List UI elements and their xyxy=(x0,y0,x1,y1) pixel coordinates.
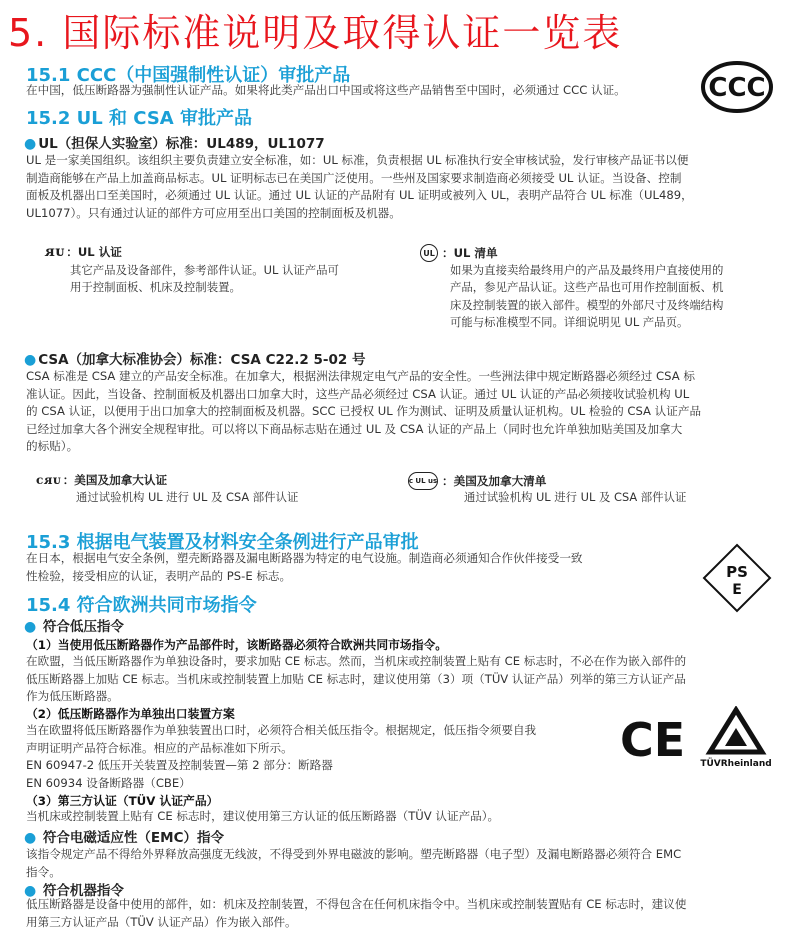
lv-sub3-heading: （3）第三方认证（TÜV 认证产品） xyxy=(26,794,219,808)
us-ca-cert-label: cᴙᴜ ：美国及加拿大认证 xyxy=(36,473,168,487)
ul-standard-heading: ● UL（担保人实验室）标准：UL489，UL1077 xyxy=(24,136,325,152)
tuv-rheinland-logo-icon xyxy=(700,706,772,770)
machinery-text: 低压断路器是设备中使用的部件，如：机床及控制装置，不得包含在任何机床指令中。当机床或控制装置贴有 CE 标志时，建议使 用第三方认证产品（TÜV 认证产品）作为嵌入部件。 xyxy=(26,897,687,929)
section-15-1-text: 在中国，低压断路器为强制性认证产品。如果将此类产品出口中国或将这些产品销售至中国时，必须通过 CCC 认证。 xyxy=(26,83,626,97)
emc-directive-heading: ● 符合电磁适应性（EMC）指令 xyxy=(24,830,224,846)
ul-description: UL 是一家美国组织。该组织主要负责建立安全标准，如：UL 标准，负责根据 UL 标准执行安全审核试验，发行审核产品证书以便 制造商能够在产品上加盖商品标志。UL 证明标志已在美国广泛使用。一些州及国家要求制造商必须接受 UL 认证。当设备、控制 面板及机器出口至美国时，必须通过 UL 认证。通过 UL 认证的产品附有 UL 证明或被列入 UL，表明产品符合 UL 标准（UL489， UL1077）。只有通过认证的部件方可应用至出口美国的控制面板及机器。 xyxy=(26,153,693,220)
us-ca-list-text: 通过试验机构 UL 进行 UL 及 CSA 部件认证 xyxy=(464,490,687,504)
lv-directive-heading: ● 符合低压指令 xyxy=(24,619,124,635)
section-15-3-text: 在日本，根据电气安全条例，塑壳断路器及漏电断路器为特定的电气设施。制造商必须通知合作伙伴接受一致 性检验，接受相应的认证，表明产品的 PS-E 标志。 xyxy=(26,551,583,583)
ul-list-label: UL ：UL 清单 xyxy=(420,244,498,262)
svg-text:TÜVRheinland: TÜVRheinland xyxy=(700,759,772,769)
lv-sub1-text: 在欧盟，当低压断路器作为单独设备时，要求加贴 CE 标志。然而，当机床或控制装置上贴有 CE 标志时，不必在作为嵌入部件的 低压断路器上加贴 CE 标志。当机床或控制装置上加贴 CE 标志时，建议使用第（3）项（TÜV 认证产品）列举的第三方认证产品 作为低压断路器。 xyxy=(26,654,687,704)
page-title: 5. 国际标准说明及取得认证一览表 xyxy=(8,11,623,55)
svg-text:CCC: CCC xyxy=(708,73,766,103)
ul-cert-text: 其它产品及设备部件，参考部件认证。UL 认证产品可 用于控制面板、机床及控制装置。 xyxy=(70,263,339,295)
section-15-1-heading: 15.1 CCC（中国强制性认证）审批产品 xyxy=(26,65,351,86)
ul-list-text: 如果为直接卖给最终用户的产品及最终用户直接使用的 产品，参见产品认证。这些产品也可用作控制面板、机 床及控制装置的嵌入部件。模型的外部尺寸及终端结构 可能与标准模型不同。详细说明见 UL 产品页。 xyxy=(450,263,724,330)
bullet-icon: ● xyxy=(24,352,37,368)
pse-mark-icon xyxy=(702,543,772,613)
svg-text:PS: PS xyxy=(726,563,748,581)
c-ru-us-mark-icon: cᴙᴜ xyxy=(36,473,61,487)
machinery-directive-heading: ● 符合机器指令 xyxy=(24,883,124,899)
bullet-icon: ● xyxy=(24,136,37,152)
section-15-2-heading: 15.2 UL 和 CSA 审批产品 xyxy=(26,108,253,129)
ce-mark-icon xyxy=(620,714,690,762)
section-15-3-heading: 15.3 根据电气装置及材料安全条例进行产品审批 xyxy=(26,532,419,553)
us-ca-list-label: c UL us ：美国及加拿大清单 xyxy=(408,474,547,488)
svg-text:E: E xyxy=(732,582,742,598)
lv-sub2-heading: （2）低压断路器作为单独出口装置方案 xyxy=(26,707,235,721)
bullet-icon: ● xyxy=(24,883,37,899)
c-ul-us-listed-mark-icon: c UL us xyxy=(408,472,438,490)
ul-recognized-mark-icon: ᴙᴜ xyxy=(44,244,65,260)
csa-standard-heading: ● CSA（加拿大标准协会）标准：CSA C22.2 5-02 号 xyxy=(24,352,366,368)
us-ca-cert-text: 通过试验机构 UL 进行 UL 及 CSA 部件认证 xyxy=(76,490,299,504)
ul-listed-mark-icon: UL xyxy=(420,244,438,262)
bullet-icon: ● xyxy=(24,830,37,846)
bullet-icon: ● xyxy=(24,619,37,635)
emc-text: 该指令规定产品不得给外界释放高强度无线波，不得受到外界电磁波的影响。塑壳断路器（电子型）及漏电断路器必须符合 EMC 指令。 xyxy=(26,847,682,879)
ul-cert-label: ᴙᴜ ：UL 认证 xyxy=(44,244,122,260)
csa-description: CSA 标准是 CSA 建立的产品安全标准。在加拿大，根据洲法律规定电气产品的安全性。一些洲法律中规定断路器必须经过 CSA 标 准认证。因此，当设备、控制面板及机器出口加拿大时，这些产品必须经过 CSA 认证。通过 UL 认证的产品必须接收试验机构 UL 的 CSA 认证，以便用于出口加拿大的控制面板及机器。SCC 已授权 UL 作为测试、证明及质量认证机构。UL 检验的 CSA 认证产品 已经过加拿大各个洲安全规程审批。可以将以下商品标志贴在通过 UL 及 CSA 认证的产品上（同时也允许单独加贴美国及加拿大 的标贴）。 xyxy=(26,369,702,454)
ccc-logo-icon xyxy=(700,60,774,114)
svg-text:CE: CE xyxy=(620,714,686,762)
section-15-4-heading: 15.4 符合欧洲共同市场指令 xyxy=(26,595,257,616)
lv-sub1-heading: （1）当使用低压断路器作为产品部件时，该断路器必须符合欧洲共同市场指令。 xyxy=(26,638,448,652)
lv-sub2-text: 当在欧盟将低压断路器作为单独装置出口时，必须符合相关低压指令。根据规定，低压指令须要自我 声明证明产品符合标准。相应的产品标准如下所示。 EN 60947-2 低压开关装置及控制装置—第 2 部分：断路器 EN 60934 设备断路器（CBE） xyxy=(26,723,537,790)
lv-sub3-text: 当机床或控制装置上贴有 CE 标志时，建议使用第三方认证的低压断路器（TÜV 认证产品）。 xyxy=(26,809,500,823)
